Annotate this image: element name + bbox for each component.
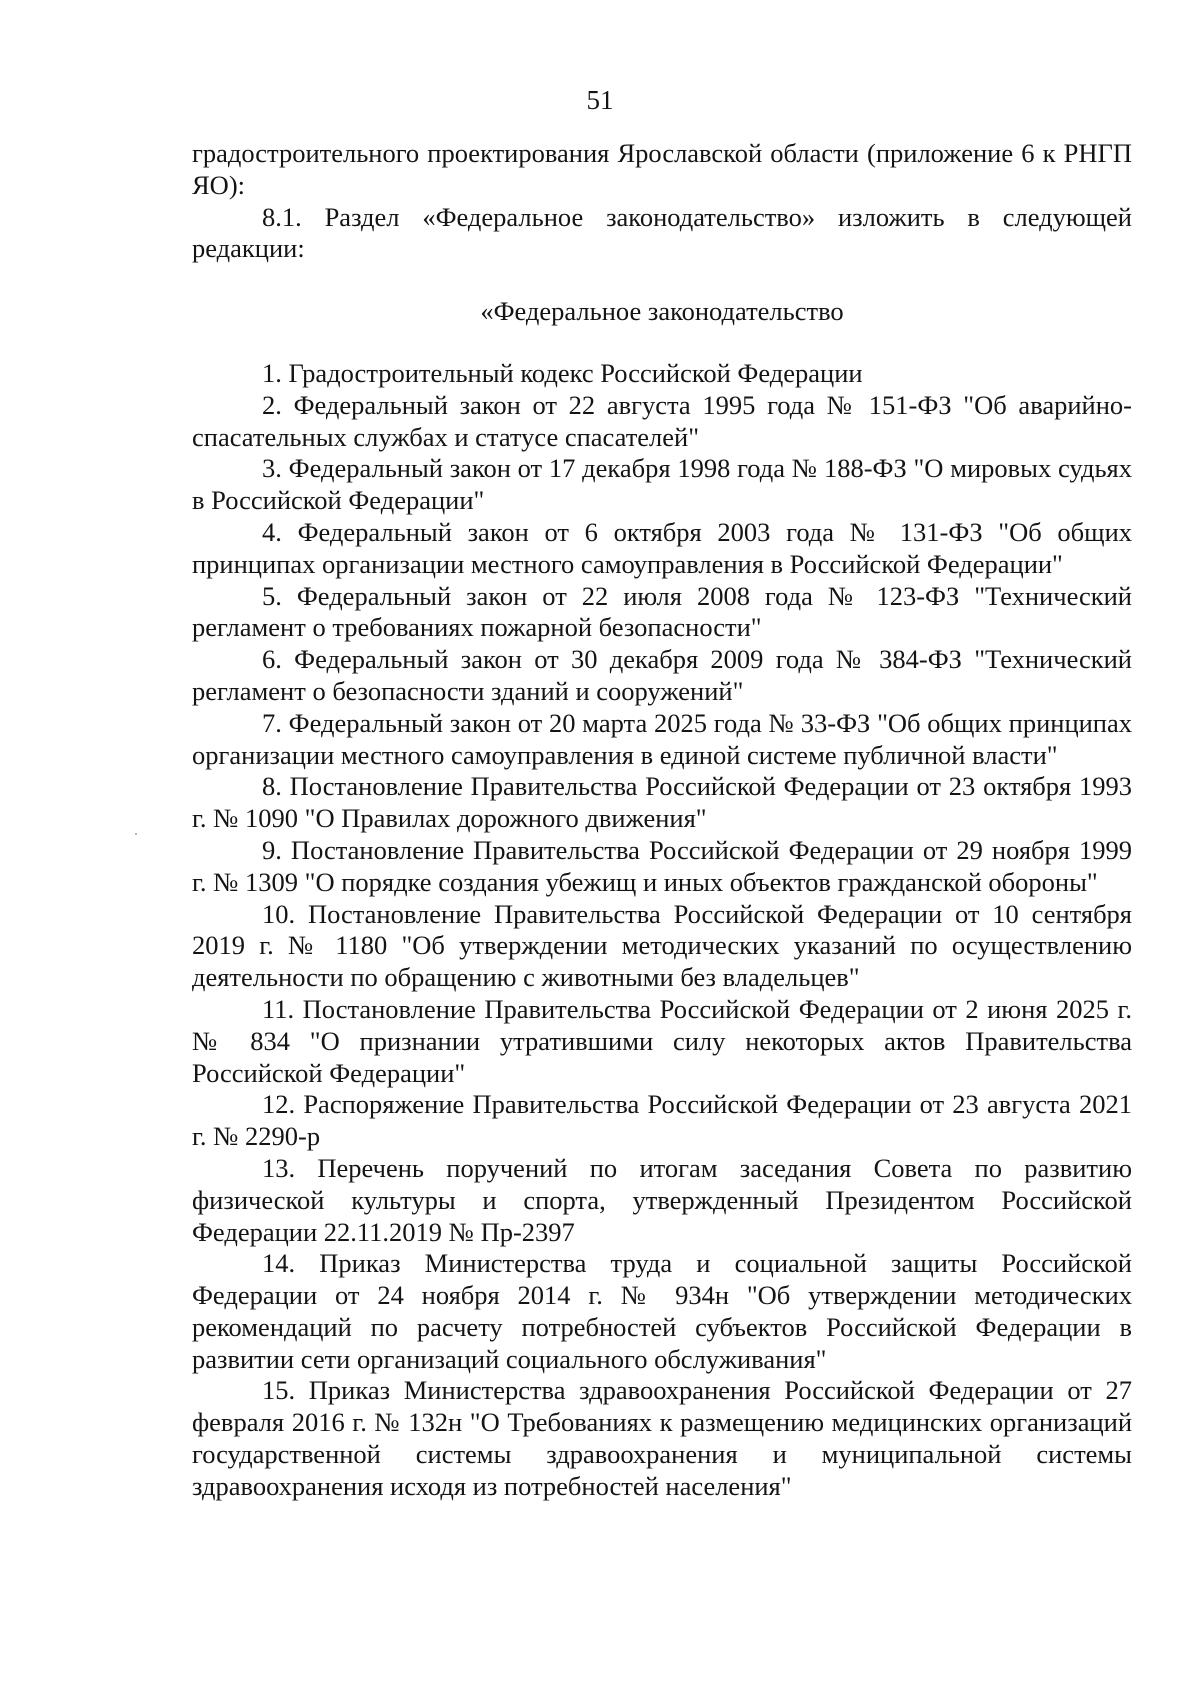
list-item: 3. Федеральный закон от 17 декабря 1998 года № 188-ФЗ "О мировых судьях в Российской Федерации" [192, 453, 1132, 516]
section-title: «Федеральное законодательство [480, 296, 844, 327]
page-number: 51 [586, 85, 614, 115]
list-item: 2. Федеральный закон от 22 августа 1995 года № 151-ФЗ "Об аварийно-спасательных службах и статусе спасателей" [192, 389, 1132, 452]
list-item: 6. Федеральный закон от 30 декабря 2009 года № 384-ФЗ "Технический регламент о безопасности зданий и сооружений" [192, 644, 1132, 706]
list-item: 4. Федеральный закон от 6 октября 2003 года № 131-ФЗ "Об общих принципах организации местного самоуправления в Российской Федерации" [192, 516, 1132, 579]
list-item: 13. Перечень поручений по итогам заседания Совета по развитию физической культуры и спорта, утвержденный Президентом Российской Федерации 22.11.2019 № Пр-2397 [192, 1152, 1132, 1247]
list-item: 11. Постановление Правительства Российской Федерации от 2 июня 2025 г. № 834 "О признании утратившими силу некоторых актов Правительства Российской Федерации" [192, 993, 1132, 1088]
list-item: 14. Приказ Министерства труда и социальной защиты Российской Федерации от 24 ноября 2014 г. № 934н "Об утверждении методических рекомендаций по расчету потребностей субъектов Российской Федерации в развитии сети организаций социального обслуживания" [192, 1248, 1132, 1374]
scan-speck [135, 833, 137, 835]
intro-paragraph: градостроительного проектирования Ярославской области (приложение 6 к РНГП ЯО): [192, 138, 1132, 200]
list-item: 10. Постановление Правительства Российской Федерации от 10 сентября 2019 г. № 1180 "Об утверждении методических указаний по осуществлению деятельности по обращению с животными без владельцев" [192, 898, 1132, 993]
list-item: 12. Распоряжение Правительства Российской Федерации от 23 августа 2021 г. № 2290-р [192, 1089, 1132, 1152]
clause-paragraph: 8.1. Раздел «Федеральное законодательство» изложить в следующей редакции: [192, 201, 1132, 264]
document-body [192, 138, 1132, 1503]
legislation-list [192, 358, 1132, 1503]
list-item: 8. Постановление Правительства Российской Федерации от 23 октября 1993 г. № 1090 "О Правилах дорожного движения" [192, 771, 1132, 834]
list-item: 15. Приказ Министерства здравоохранения Российской Федерации от 27 февраля 2016 г. № 132н "О Требованиях к размещению медицинских организаций государственной системы здравоохранения и муниципальной системы здравоохранения исходя из потребностей населения" [192, 1375, 1132, 1501]
list-item: 9. Постановление Правительства Российской Федерации от 29 ноября 1999 г. № 1309 "О порядке создания убежищ и иных объектов гражданской обороны" [192, 834, 1132, 897]
list-item: 1. Градостроительный кодекс Российской Федерации [262, 357, 863, 388]
list-item: 5. Федеральный закон от 22 июля 2008 года № 123-ФЗ "Технический регламент о требованиях пожарной безопасности" [192, 580, 1132, 643]
list-item: 7. Федеральный закон от 20 марта 2025 года № 33-ФЗ "Об общих принципах организации местного самоуправления в единой системе публичной власти" [192, 707, 1132, 770]
